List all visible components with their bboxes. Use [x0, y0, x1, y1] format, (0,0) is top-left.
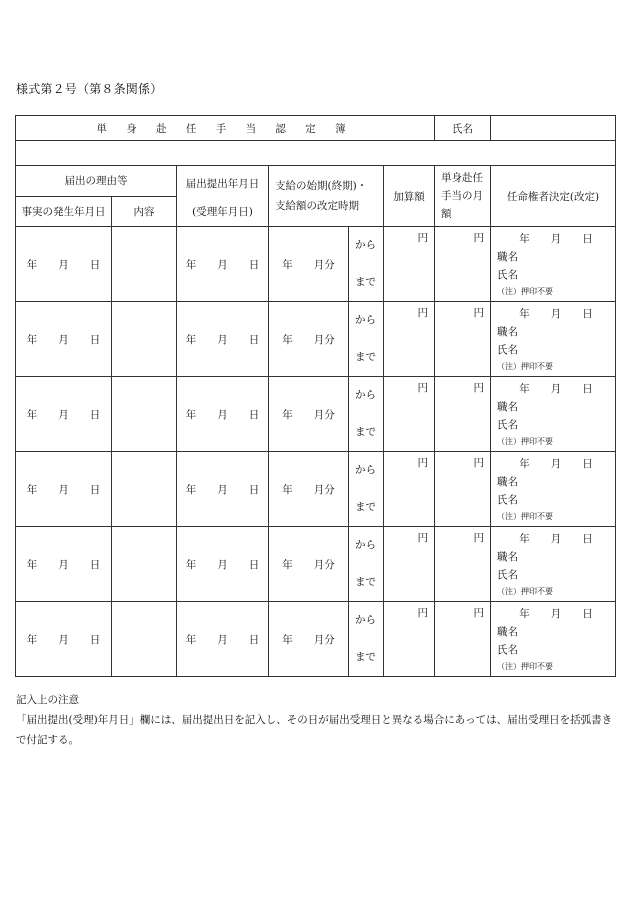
no-seal-note: （注）押印不要 — [497, 512, 554, 521]
table-row — [16, 227, 616, 302]
period-month-cell[interactable]: 年 月分 — [269, 302, 349, 377]
occurrence-date-cell[interactable]: 年 月 日 — [16, 302, 112, 377]
table-row — [16, 602, 616, 677]
decider-name-label: 氏名 — [497, 644, 519, 656]
table-row — [16, 302, 616, 377]
occurrence-date-header: 事実の発生年月日 — [16, 196, 112, 227]
period-month-cell[interactable]: 年 月分 — [269, 527, 349, 602]
job-title-label: 職名 — [497, 626, 519, 638]
table-title: 単 身 赴 任 手 当 認 定 簿 — [16, 116, 435, 141]
certification-register-table — [15, 115, 616, 677]
until-label: まで — [355, 426, 376, 438]
name-field[interactable] — [491, 116, 616, 141]
job-title-label: 職名 — [497, 326, 519, 338]
from-until-cell — [349, 227, 384, 302]
occurrence-date-cell[interactable]: 年 月 日 — [16, 527, 112, 602]
job-title-label: 職名 — [497, 551, 519, 563]
notes-section — [16, 690, 616, 750]
monthly-amount-cell[interactable]: 円 — [435, 227, 491, 302]
job-title-label: 職名 — [497, 476, 519, 488]
no-seal-note: （注）押印不要 — [497, 662, 554, 671]
until-label: まで — [355, 651, 376, 663]
decision-cell[interactable] — [491, 602, 616, 677]
job-title-label: 職名 — [497, 401, 519, 413]
occurrence-date-cell[interactable]: 年 月 日 — [16, 452, 112, 527]
decider-name-label: 氏名 — [497, 344, 519, 356]
decision-cell[interactable] — [491, 452, 616, 527]
decider-name-label: 氏名 — [497, 419, 519, 431]
job-title-label: 職名 — [497, 251, 519, 263]
monthly-amount-cell[interactable]: 円 — [435, 452, 491, 527]
additional-amount-cell[interactable]: 円 — [384, 302, 435, 377]
content-cell[interactable] — [112, 527, 177, 602]
decider-name-label: 氏名 — [497, 569, 519, 581]
from-until-cell — [349, 302, 384, 377]
additional-amount-cell[interactable]: 円 — [384, 227, 435, 302]
table-body — [16, 116, 616, 677]
submit-date-cell[interactable]: 年 月 日 — [177, 527, 269, 602]
from-label: から — [355, 539, 376, 551]
period-month-cell[interactable]: 年 月分 — [269, 377, 349, 452]
additional-amount-cell[interactable]: 円 — [384, 602, 435, 677]
submit-date-label: 届出提出年月日 — [185, 178, 260, 190]
blank-row — [16, 141, 616, 166]
submit-date-cell[interactable]: 年 月 日 — [177, 302, 269, 377]
monthly-amount-cell[interactable]: 円 — [435, 302, 491, 377]
additional-amount-cell[interactable]: 円 — [384, 527, 435, 602]
decision-date: 年 月 日 — [519, 533, 593, 545]
from-label: から — [355, 464, 376, 476]
notes-heading: 記入上の注意 — [16, 694, 79, 706]
period-month-cell[interactable]: 年 月分 — [269, 602, 349, 677]
content-cell[interactable] — [112, 452, 177, 527]
from-label: から — [355, 314, 376, 326]
decision-date: 年 月 日 — [519, 233, 593, 245]
submit-date-cell[interactable]: 年 月 日 — [177, 602, 269, 677]
name-label: 氏名 — [435, 116, 491, 141]
additional-amount-cell[interactable]: 円 — [384, 452, 435, 527]
form-label: 様式第２号（第８条関係） — [16, 82, 163, 96]
table-row — [16, 377, 616, 452]
occurrence-date-cell[interactable]: 年 月 日 — [16, 377, 112, 452]
content-cell[interactable] — [112, 602, 177, 677]
additional-header: 加算額 — [384, 166, 435, 227]
received-date-label: (受理年月日) — [192, 206, 253, 218]
from-label: から — [355, 389, 376, 401]
from-until-cell — [349, 602, 384, 677]
until-label: まで — [355, 351, 376, 363]
decision-date: 年 月 日 — [519, 458, 593, 470]
from-label: から — [355, 614, 376, 626]
content-header: 内容 — [112, 196, 177, 227]
reason-header: 届出の理由等 — [16, 166, 177, 197]
from-label: から — [355, 239, 376, 251]
period-header: 支給の始期(終期)・支給額の改定時期 — [269, 166, 384, 227]
from-until-cell — [349, 527, 384, 602]
no-seal-note: （注）押印不要 — [497, 287, 554, 296]
from-until-cell — [349, 377, 384, 452]
additional-amount-cell[interactable]: 円 — [384, 377, 435, 452]
monthly-amount-cell[interactable]: 円 — [435, 602, 491, 677]
decider-name-label: 氏名 — [497, 494, 519, 506]
monthly-amount-cell[interactable]: 円 — [435, 377, 491, 452]
occurrence-date-cell[interactable]: 年 月 日 — [16, 227, 112, 302]
submit-date-header — [177, 166, 269, 227]
no-seal-note: （注）押印不要 — [497, 437, 554, 446]
decision-date: 年 月 日 — [519, 383, 593, 395]
table-row — [16, 527, 616, 602]
submit-date-cell[interactable]: 年 月 日 — [177, 377, 269, 452]
decision-header: 任命権者決定(改定) — [491, 166, 616, 227]
until-label: まで — [355, 276, 376, 288]
no-seal-note: （注）押印不要 — [497, 587, 554, 596]
until-label: まで — [355, 576, 376, 588]
table-row — [16, 452, 616, 527]
no-seal-note: （注）押印不要 — [497, 362, 554, 371]
period-month-cell[interactable]: 年 月分 — [269, 227, 349, 302]
from-until-cell — [349, 452, 384, 527]
decision-cell[interactable] — [491, 227, 616, 302]
decision-date: 年 月 日 — [519, 608, 593, 620]
monthly-amount-cell[interactable]: 円 — [435, 527, 491, 602]
decider-name-label: 氏名 — [497, 269, 519, 281]
decision-cell[interactable] — [491, 527, 616, 602]
monthly-header: 単身赴任手当の月額 — [435, 166, 491, 227]
content-cell[interactable] — [112, 302, 177, 377]
submit-date-cell[interactable]: 年 月 日 — [177, 227, 269, 302]
until-label: まで — [355, 501, 376, 513]
occurrence-date-cell[interactable]: 年 月 日 — [16, 602, 112, 677]
period-month-cell[interactable]: 年 月分 — [269, 452, 349, 527]
decision-cell[interactable] — [491, 377, 616, 452]
submit-date-cell[interactable]: 年 月 日 — [177, 452, 269, 527]
notes-body: 「届出提出(受理)年月日」欄には、届出提出日を記入し、その日が届出受理日と異なる場合にあっては、届出受理日を括弧書きで付記する。 — [16, 714, 613, 746]
content-cell[interactable] — [112, 377, 177, 452]
content-cell[interactable] — [112, 227, 177, 302]
decision-date: 年 月 日 — [519, 308, 593, 320]
decision-cell[interactable] — [491, 302, 616, 377]
